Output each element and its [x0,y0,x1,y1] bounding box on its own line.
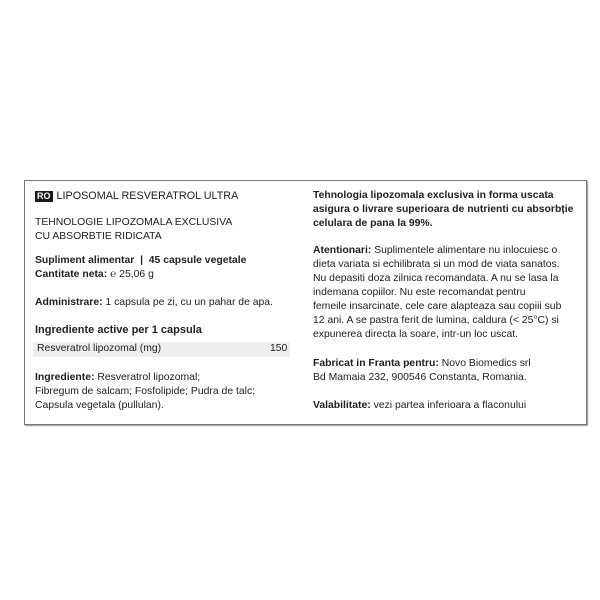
active-ingredients-heading: Ingrediente active per 1 capsula [35,324,202,336]
warnings-line-5: femeile insarcinate, cele care alapteaza sau copiii sub [313,301,562,312]
ingredients-line-1: Resveratrol lipozomal; [94,372,201,383]
product-title-line [35,189,238,203]
warnings-line-6: 12 ani. A se pastra ferit de lumina, caldura (< 25°C) si [313,315,559,326]
administration-label: Administrare: [35,297,103,308]
product-title: LIPOSOMAL RESVERATROL ULTRA [56,190,239,202]
warnings-line-2: dieta variata si echilibrata si un mod de viata sanatos. [313,259,560,270]
ingredients-label: Ingrediente: [35,372,95,383]
manufacturer-label: Fabricat in Franta pentru: [313,358,439,369]
intro-line-1: Tehnologia lipozomala exclusiva in forma uscata [313,190,554,201]
validity-label: Valabilitate: [313,400,371,411]
headline-1: TEHNOLOGIE LIPOZOMALA EXCLUSIVA [35,217,233,228]
intro-line-3: celulara de pana la 99%. [313,218,433,229]
warnings-label: Atentionari: [313,245,372,256]
manufacturer-line-1: Novo Biomedics srl [438,358,531,369]
active-ingredient-value: 150 [270,343,288,354]
warnings-line-7: expunerea directa la soare, intr-un loc uscat. [313,329,519,340]
administration-text: 1 capsula pe zi, cu un pahar de apa. [102,297,273,308]
warnings-line-3: Nu depasiti doza zilnica recomandata. A nu se lasa la [313,273,559,284]
intro-line-2: asigura o livrare superioara de nutrienti cu absorbție [313,204,574,215]
warnings-line-1: Suplimentele alimentare nu inlocuiesc o [371,245,558,256]
warnings-line-4: indemana copiilor. Nu este recomandat pentru [313,287,526,298]
quantity-value: ℮ 25,06 g [110,269,154,280]
active-ingredient-name: Resveratrol lipozomal (mg) [37,343,162,354]
ingredients-line-3: Capsula vegetala (pullulan). [35,400,164,411]
validity-text: vezi partea inferioara a flaconului [370,400,527,411]
quantity-label: Cantitate neta: [35,269,108,280]
supplement-line: Supliment alimentar | 45 capsule vegetale [35,255,247,266]
manufacturer-line-2: Bd Mamaia 232, 900546 Constanta, Romania. [313,372,527,383]
language-badge: RO [37,191,51,201]
ingredients-line-2: Fibregum de salcam; Fosfolipide; Pudra de talc; [35,386,256,397]
headline-2: CU ABSORBTIE RIDICATA [35,231,162,242]
